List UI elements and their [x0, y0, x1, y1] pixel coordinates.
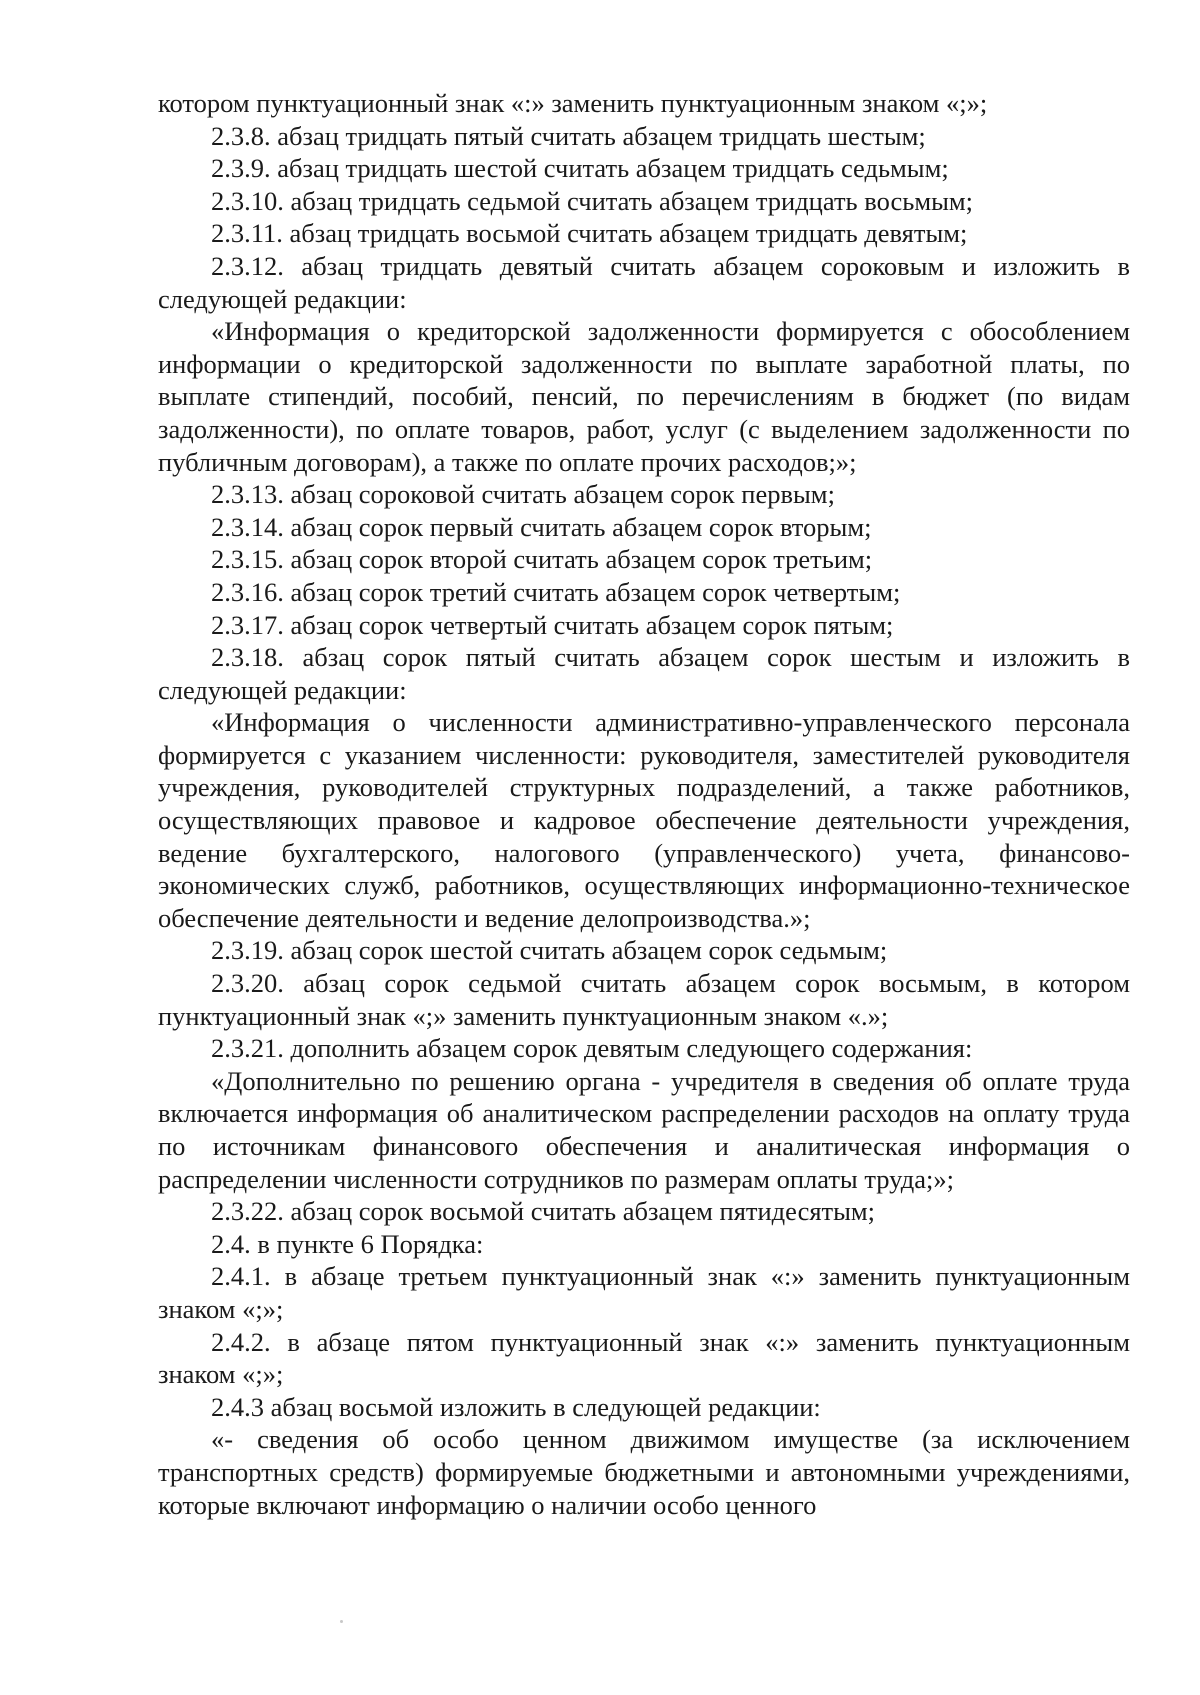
paragraph-17: 2.3.21. дополнить абзацем сорок девятым следующего содержания:: [211, 1033, 973, 1064]
paragraph-16: 2.3.20. абзац сорок седьмой считать абзацем сорок восьмым, в котором пунктуационный знак «;» заменить пунктуационным знаком «.»;: [158, 968, 1130, 1031]
paragraph-14: «Информация о численности административно-управленческого персонала формируется с указанием численности: руководителя, заместителей руководителя учреждения, руководителей структурных подразделений, а также работников, осуществляющих правовое и кадровое обеспечение деятельности учреждения, ведение бухгалтерского, налогового (управленческого) учета, финансово-экономических служб, работников, осуществляющих информационно-техническое обеспечение деятельности и ведение делопроизводства.»;: [158, 707, 1130, 933]
document-page: [158, 87, 1130, 1521]
paragraph-4: 2.3.10. абзац тридцать седьмой считать абзацем тридцать восьмым;: [211, 185, 974, 216]
scan-speck: [340, 1620, 343, 1623]
paragraph-24: «- сведения об особо ценном движимом имуществе (за исключением транспортных средств) формируемые бюджетными и автономными учреждениями, которые включают информацию о наличии особо ценного: [158, 1424, 1130, 1520]
paragraph-3: 2.3.9. абзац тридцать шестой считать абзацем тридцать седьмым;: [211, 153, 949, 184]
paragraph-2: 2.3.8. абзац тридцать пятый считать абзацем тридцать шестым;: [211, 120, 926, 151]
paragraph-6: 2.3.12. абзац тридцать девятый считать абзацем сороковым и изложить в следующей редакции:: [158, 250, 1130, 314]
paragraph-19: 2.3.22. абзац сорок восьмой считать абзацем пятидесятым;: [211, 1196, 876, 1227]
paragraph-15: 2.3.19. абзац сорок шестой считать абзацем сорок седьмым;: [211, 935, 888, 966]
paragraph-21: 2.4.1. в абзаце третьем пунктуационный знак «:» заменить пунктуационным знаком «;»;: [158, 1261, 1130, 1324]
paragraph-5: 2.3.11. абзац тридцать восьмой считать абзацем тридцать девятым;: [211, 218, 968, 249]
paragraph-12: 2.3.17. абзац сорок четвертый считать абзацем сорок пятым;: [211, 609, 894, 640]
paragraph-1: котором пунктуационный знак «:» заменить пунктуационным знаком «;»;: [158, 88, 988, 118]
paragraph-20: 2.4. в пункте 6 Порядка:: [211, 1228, 484, 1259]
paragraph-23: 2.4.3 абзац восьмой изложить в следующей редакции:: [211, 1391, 821, 1422]
paragraph-22: 2.4.2. в абзаце пятом пунктуационный знак «:» заменить пунктуационным знаком «;»;: [158, 1326, 1130, 1390]
paragraph-11: 2.3.16. абзац сорок третий считать абзацем сорок четвертым;: [211, 576, 901, 607]
paragraph-8: 2.3.13. абзац сороковой считать абзацем сорок первым;: [211, 479, 835, 510]
paragraph-13: 2.3.18. абзац сорок пятый считать абзацем сорок шестым и изложить в следующей редакции:: [158, 642, 1130, 705]
paragraph-7: «Информация о кредиторской задолженности формируется с обособлением информации о кредиторской задолженности по выплате заработной платы, по выплате стипендий, пособий, пенсий, по перечислениям в бюджет (по видам задолженности), по оплате товаров, работ, услуг (с выделением задолженности по публичным договорам), а также по оплате прочих расходов;»;: [158, 316, 1130, 477]
paragraph-9: 2.3.14. абзац сорок первый считать абзацем сорок вторым;: [211, 511, 872, 542]
paragraph-18: «Дополнительно по решению органа - учредителя в сведения об оплате труда включается информация об аналитическом распределении расходов на оплату труда по источникам финансового обеспечения и аналитическая информация о распределении численности сотрудников по размерам оплаты труда;»;: [158, 1065, 1130, 1194]
paragraph-10: 2.3.15. абзац сорок второй считать абзацем сорок третьим;: [211, 544, 873, 575]
